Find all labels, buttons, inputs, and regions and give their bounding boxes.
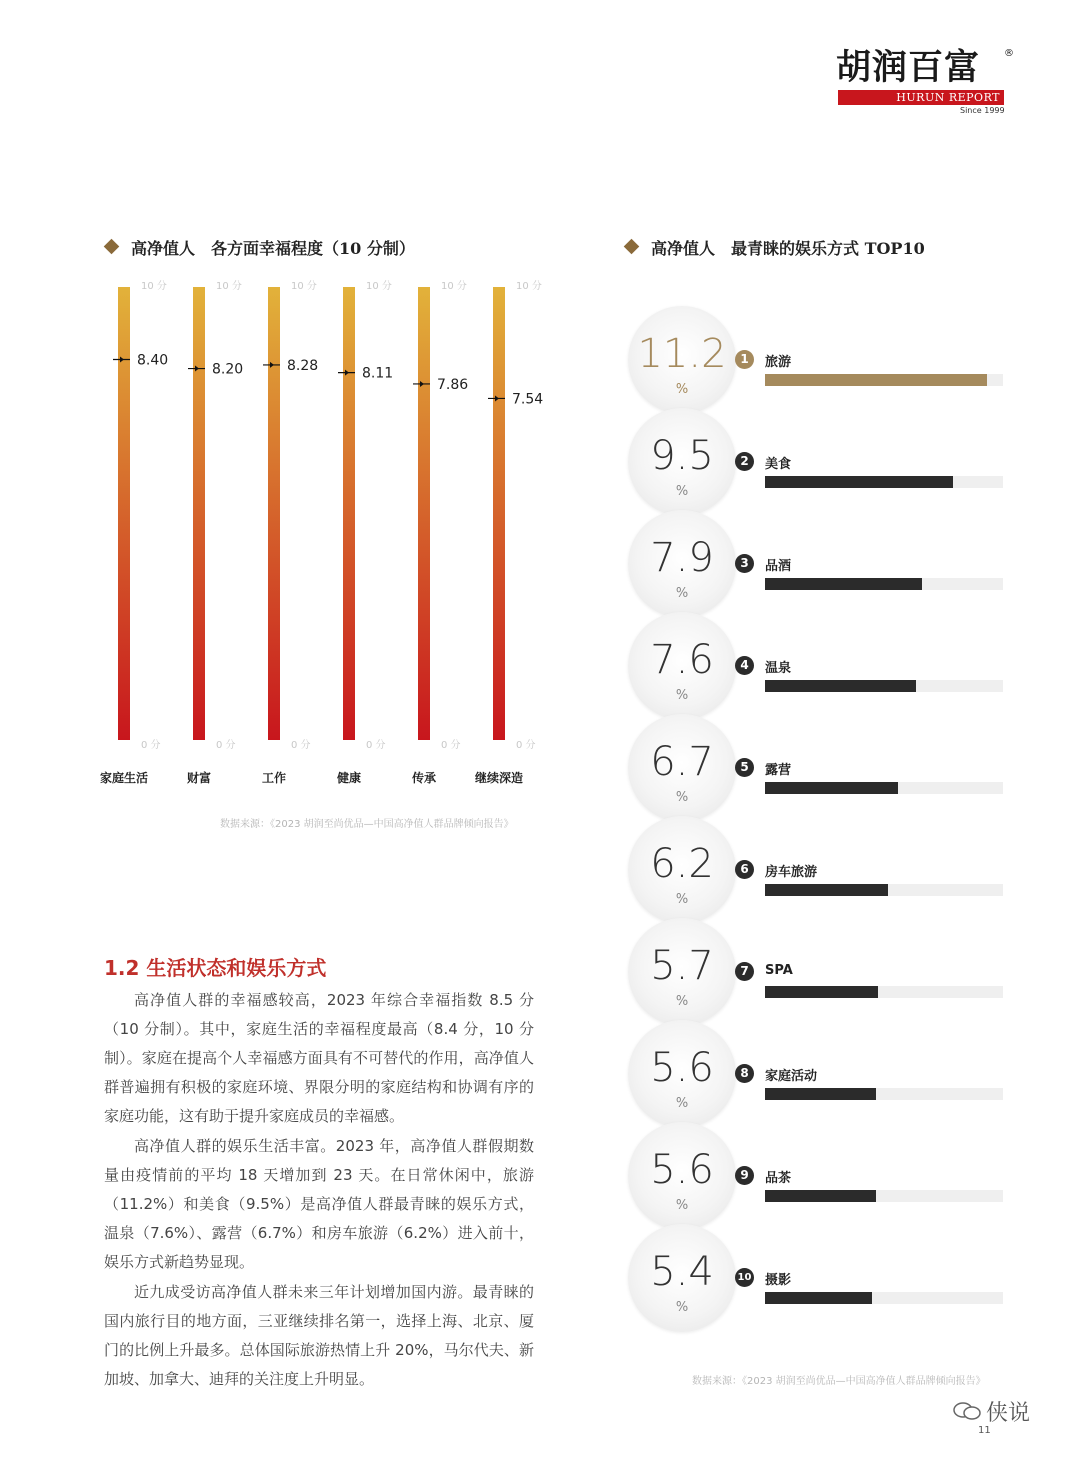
bottom-scale-label: 0 分 xyxy=(441,740,461,751)
bottom-scale-label: 0 分 xyxy=(216,740,236,751)
category-label: 房车旅游 xyxy=(765,865,818,880)
logo-chinese: 胡润百富 xyxy=(836,47,981,88)
bar-track xyxy=(765,1292,1003,1304)
percent-value: 5.7 xyxy=(650,943,714,989)
category-label: 品茶 xyxy=(765,1171,792,1186)
percent-value: 11.2 xyxy=(637,331,727,377)
rank-badge: 8 xyxy=(735,1064,754,1083)
value-label: 8.40 xyxy=(137,352,169,369)
bar-fill xyxy=(765,374,987,386)
logo-english: HURUN REPORT xyxy=(838,90,1004,105)
ranking-row xyxy=(628,918,1008,1022)
watermark-text: 侠说 xyxy=(986,1401,1031,1426)
percent-circle xyxy=(628,1224,736,1332)
rank-badge: 4 xyxy=(735,656,754,675)
gradient-bar xyxy=(343,287,355,740)
percent-circle xyxy=(628,510,736,618)
category-label: 传承 xyxy=(411,771,437,785)
bar-fill xyxy=(765,782,898,794)
category-label: 摄影 xyxy=(765,1273,792,1288)
percent-value: 6.7 xyxy=(650,739,714,785)
percent-value: 5.6 xyxy=(650,1147,714,1193)
rank-badge: 1 xyxy=(735,350,754,369)
left-chart-source: 数据来源：《2023 胡润至尚优品—中国高净值人群品牌倾向报告》 xyxy=(220,819,514,830)
bar-fill xyxy=(765,1292,872,1304)
rank-badge: 5 xyxy=(735,758,754,777)
bottom-scale-label: 0 分 xyxy=(366,740,386,751)
percent-circle xyxy=(628,612,736,720)
logo-registered-mark: ® xyxy=(1004,48,1014,59)
gradient-bar xyxy=(193,287,205,740)
ranking-row xyxy=(628,408,1008,512)
percent-unit: % xyxy=(675,1096,689,1111)
happiness-bar-chart xyxy=(95,275,565,795)
bar-fill xyxy=(765,578,922,590)
ranking-row xyxy=(628,1122,1008,1226)
percent-circle xyxy=(628,1122,736,1230)
bottom-scale-label: 0 分 xyxy=(291,740,311,751)
bottom-scale-label: 0 分 xyxy=(516,740,536,751)
category-label: 财富 xyxy=(186,771,212,785)
bar-track xyxy=(765,476,1003,488)
bar-track xyxy=(765,578,1003,590)
percent-circle xyxy=(628,306,736,414)
ranking-row xyxy=(628,714,1008,818)
logo-since: Since 1999 xyxy=(960,106,1005,115)
category-label: 健康 xyxy=(336,771,362,785)
hurun-logo xyxy=(836,48,1012,118)
paragraph-2: 高净值人群的娱乐生活丰富。2023 年，高净值人群假期数量由疫情前的平均 18 天增加到 23 天。在日常休闲中，旅游（11.2%）和美食（9.5%）是高净值人群最青睐的娱乐方式，温泉（7.6%）、露营（6.7%）和房车旅游（6.2%）进入前十，娱乐方式新趋势显现。 xyxy=(104,1137,534,1271)
percent-unit: % xyxy=(675,1198,689,1213)
category-label: 家庭生活 xyxy=(99,771,149,785)
gradient-bar xyxy=(268,287,280,740)
ranking-row xyxy=(628,816,1008,920)
bar-fill xyxy=(765,680,916,692)
category-label: SPA xyxy=(765,963,793,978)
top-scale-label: 10 分 xyxy=(141,281,167,292)
bar-track xyxy=(765,986,1003,998)
percent-unit: % xyxy=(675,484,689,499)
rank-badge: 7 xyxy=(735,962,754,981)
category-label: 旅游 xyxy=(765,355,792,370)
category-label: 工作 xyxy=(261,771,287,785)
percent-value: 7.6 xyxy=(650,637,714,683)
diamond-icon xyxy=(104,239,120,255)
bar-fill xyxy=(765,884,888,896)
ranking-row xyxy=(628,510,1008,614)
category-label: 品酒 xyxy=(765,559,792,574)
diamond-icon xyxy=(624,239,640,255)
percent-circle xyxy=(628,1020,736,1128)
value-label: 8.11 xyxy=(362,365,394,382)
bar-fill xyxy=(765,1088,876,1100)
bar-fill xyxy=(765,476,953,488)
percent-unit: % xyxy=(675,586,689,601)
percent-circle xyxy=(628,816,736,924)
top-scale-label: 10 分 xyxy=(366,281,392,292)
bar-track xyxy=(765,782,1003,794)
bar-track xyxy=(765,374,1003,386)
bar-track xyxy=(765,680,1003,692)
value-label: 7.86 xyxy=(437,376,469,393)
category-label: 温泉 xyxy=(765,661,792,676)
value-label: 8.20 xyxy=(212,361,244,378)
percent-unit: % xyxy=(675,790,689,805)
percent-value: 5.4 xyxy=(650,1249,714,1295)
right-chart-title: 高净值人 最青睐的娱乐方式 TOP10 xyxy=(626,236,925,259)
section-heading: 1.2 生活状态和娱乐方式 xyxy=(104,956,327,980)
value-label: 7.54 xyxy=(512,391,544,408)
rank-badge: 6 xyxy=(735,860,754,879)
ranking-row xyxy=(628,1020,1008,1124)
category-label: 家庭活动 xyxy=(765,1069,818,1084)
paragraph-3: 近九成受访高净值人群未来三年计划增加国内游。最青睐的国内旅行目的地方面，三亚继续排名第一，选择上海、北京、厦门的比例上升最多。总体国际旅游热情上升 20%，马尔代夫、新加坡、加拿大、迪拜的关注度上升明显。 xyxy=(104,1283,534,1388)
percent-unit: % xyxy=(675,994,689,1009)
top-scale-label: 10 分 xyxy=(216,281,242,292)
rank-badge: 3 xyxy=(735,554,754,573)
percent-unit: % xyxy=(675,382,689,397)
gradient-bar xyxy=(418,287,430,740)
ranking-row xyxy=(628,1224,1008,1328)
bar-track xyxy=(765,1190,1003,1202)
right-chart-source: 数据来源：《2023 胡润至尚优品—中国高净值人群品牌倾向报告》 xyxy=(692,1376,986,1387)
page-number: 11 xyxy=(978,1425,991,1436)
percent-value: 5.6 xyxy=(650,1045,714,1091)
category-label: 继续深造 xyxy=(474,771,524,785)
percent-unit: % xyxy=(675,1300,689,1315)
ranking-row xyxy=(628,612,1008,716)
percent-unit: % xyxy=(675,688,689,703)
percent-value: 9.5 xyxy=(650,433,714,479)
gradient-bar xyxy=(493,287,505,740)
ranking-row xyxy=(628,306,1008,410)
top-scale-label: 10 分 xyxy=(516,281,542,292)
percent-circle xyxy=(628,714,736,822)
percent-value: 6.2 xyxy=(650,841,714,887)
rank-badge: 9 xyxy=(735,1166,754,1185)
percent-circle xyxy=(628,918,736,1026)
bar-fill xyxy=(765,986,878,998)
paragraph-1: 高净值人群的幸福感较高，2023 年综合幸福指数 8.5 分（10 分制）。其中，家庭生活的幸福程度最高（8.4 分，10 分制）。家庭在提高个人幸福感方面具有不可替代的作用，高净值人群普遍拥有积极的家庭环境、界限分明的家庭结构和协调有序的家庭功能，这有助于提升家庭成员的幸福感。 xyxy=(104,991,534,1125)
value-label: 8.28 xyxy=(287,357,319,374)
bar-track xyxy=(765,884,1003,896)
bar-track xyxy=(765,1088,1003,1100)
wechat-icon xyxy=(952,1401,982,1421)
gradient-bar xyxy=(118,287,130,740)
percent-value: 7.9 xyxy=(650,535,714,581)
percent-circle xyxy=(628,408,736,516)
category-label: 露营 xyxy=(765,763,792,778)
bottom-scale-label: 0 分 xyxy=(141,740,161,751)
bar-fill xyxy=(765,1190,876,1202)
top-scale-label: 10 分 xyxy=(441,281,467,292)
top-scale-label: 10 分 xyxy=(291,281,317,292)
left-chart-title: 高净值人 各方面幸福程度（10 分制） xyxy=(106,236,415,259)
rank-badge: 10 xyxy=(735,1268,754,1287)
rank-badge: 2 xyxy=(735,452,754,471)
percent-unit: % xyxy=(675,892,689,907)
category-label: 美食 xyxy=(765,457,792,472)
